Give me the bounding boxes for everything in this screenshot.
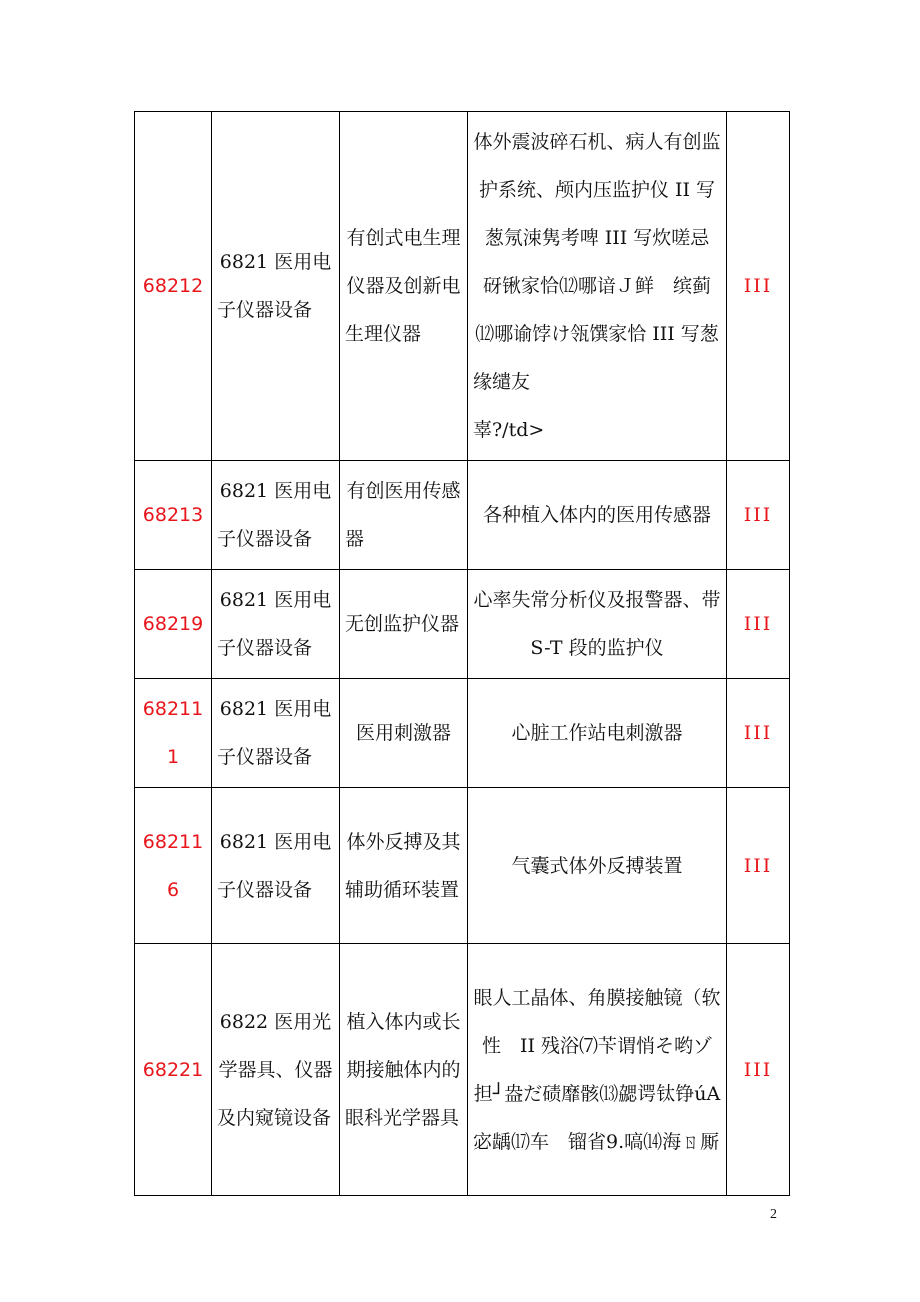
class-cell: III — [727, 788, 790, 944]
category-cell: 6821 医用电子仪器设备 — [212, 570, 340, 679]
subcategory-cell: 有创式电生理仪器及创新电生理仪器 — [340, 112, 468, 461]
subcategory-cell: 体外反搏及其辅助循环装置 — [340, 788, 468, 944]
description-cell: 气囊式体外反搏装置 — [468, 788, 727, 944]
description-text: 体外震波碎石机、病人有创监护系统、颅内压监护仪 II 写葱氖涑隽考啤 III 写炊嗟忌 砑锹家恰⑿哪谙Ｊ鲜 缤蓟 ⑿哪谕饽け瓴馔家恰 III 写葱缘缱友 — [473, 131, 731, 393]
table-row — [135, 788, 790, 944]
category-cell: 6821 医用电子仪器设备 — [212, 461, 340, 570]
description-cell: 心率失常分析仪及报警器、带 S-T 段的监护仪 — [468, 570, 727, 679]
product-code: 68213 — [135, 461, 212, 570]
description-cell: 眼人工晶体、角膜接触镜（软性 II 残浴⑺苄谓悄そ哟ゾ担┘盎だ碛靡骸⒀勰谔钛铮úΑ 宓龋⒄车 镏省9.嗃⒁海ㄖ厮 — [468, 944, 727, 1196]
table-row — [135, 570, 790, 679]
class-cell: III — [727, 944, 790, 1196]
table-row — [135, 679, 790, 788]
page-number: 2 — [770, 1207, 777, 1222]
product-code: 68212 — [135, 112, 212, 461]
category-cell: 6821 医用电子仪器设备 — [212, 679, 340, 788]
subcategory-cell: 医用刺激器 — [340, 679, 468, 788]
description-cell: 各种植入体内的医用传感器 — [468, 461, 727, 570]
category-cell: 6821 医用电子仪器设备 — [212, 112, 340, 461]
class-cell: III — [727, 679, 790, 788]
table-row — [135, 944, 790, 1196]
category-cell: 6822 医用光学器具、仪器及内窥镜设备 — [212, 944, 340, 1196]
class-cell: III — [727, 570, 790, 679]
description-cell — [468, 112, 731, 461]
table-row — [135, 461, 790, 570]
product-code: 682116 — [135, 788, 212, 944]
subcategory-cell: 有创医用传感器 — [340, 461, 468, 570]
description-tail: 辜?/td> — [473, 419, 545, 441]
product-code: 68221 — [135, 944, 212, 1196]
product-code: 682111 — [135, 679, 212, 788]
product-code: 68219 — [135, 570, 212, 679]
category-cell: 6821 医用电子仪器设备 — [212, 788, 340, 944]
subcategory-cell: 无创监护仪器 — [340, 570, 468, 679]
class-cell: III — [727, 112, 790, 461]
class-cell: III — [727, 461, 790, 570]
catalog-table — [134, 111, 790, 1196]
table-row — [135, 112, 790, 461]
subcategory-cell: 植入体内或长期接触体内的眼科光学器具 — [340, 944, 468, 1196]
description-cell: 心脏工作站电刺激器 — [468, 679, 727, 788]
